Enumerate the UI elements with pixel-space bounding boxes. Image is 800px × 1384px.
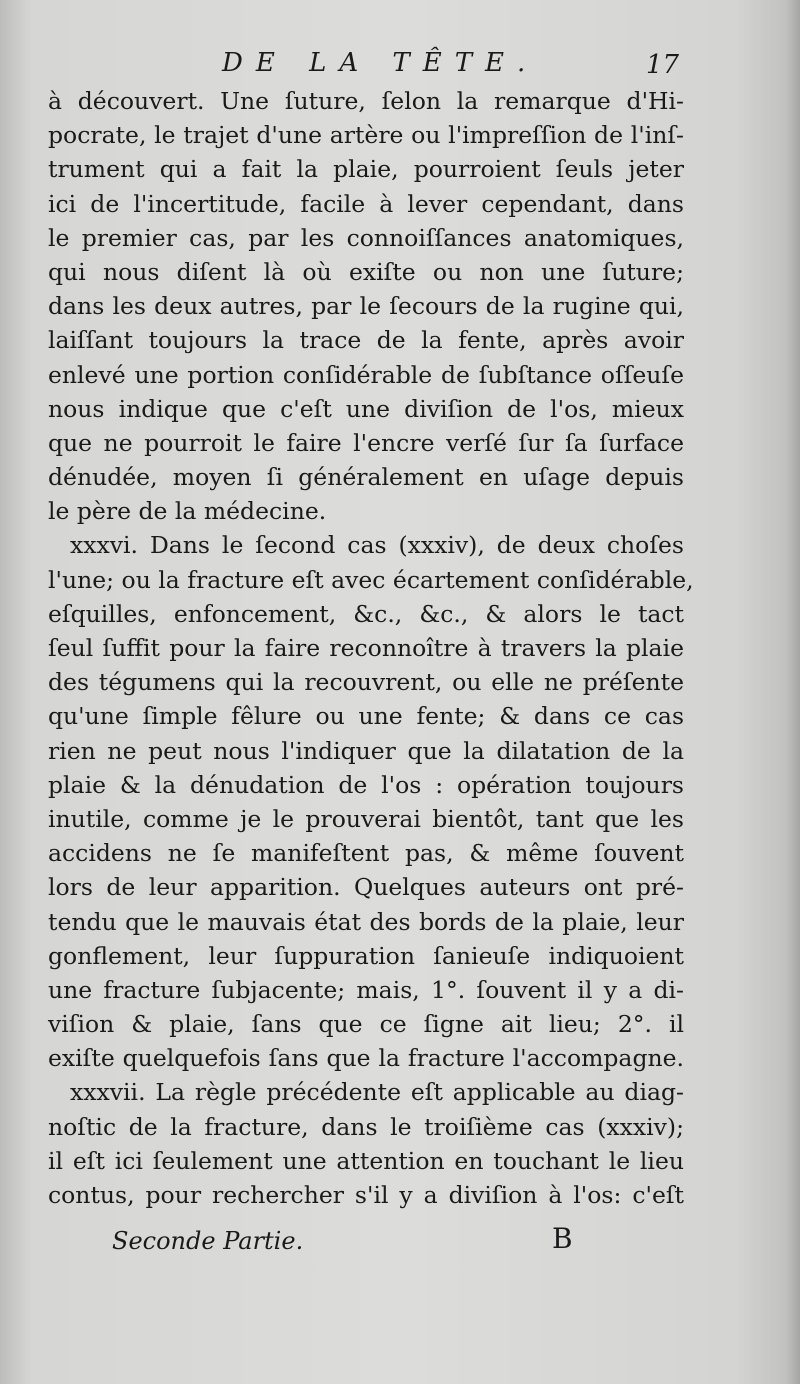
text-line: le premier cas, par les connoiſſances anatomiques,: [48, 223, 684, 252]
section-xxxvii-start: xxxvii. La règle précédente eſt applicable au diag-: [70, 1078, 684, 1107]
section-xxxvi-start: xxxvi. Dans le ſecond cas (xxxiv), de deux choſes: [70, 531, 684, 560]
signature-mark: B: [552, 1222, 573, 1255]
text-line: trument qui a fait la plaie, pourroient ſeuls jeter: [48, 155, 684, 184]
text-line: exiſte quelquefois ſans que la fracture l'accompagne.: [48, 1044, 684, 1073]
page-number: 17: [646, 50, 680, 80]
text-line: une fracture ſubjacente; mais, 1°. ſouvent il y a di-: [48, 975, 684, 1004]
text-line: à découvert. Une ſuture, ſelon la remarque d'Hi-: [48, 87, 684, 115]
text-line: inutile, comme je le prouverai bientôt, tant que les: [48, 804, 684, 833]
text-line: viſion & plaie, ſans que ce ſigne ait lieu; 2°. il: [48, 1010, 684, 1039]
text-line: accidens ne ſe manifeſtent pas, & même ſouvent: [48, 839, 684, 868]
text-line: pocrate, le trajet d'une artère ou l'impreſſion de l'inſ-: [48, 121, 684, 150]
running-head: DE LA TÊTE.: [222, 48, 539, 78]
text-line: ſeul ſuffit pour la faire reconnoître à travers la plaie: [48, 634, 684, 662]
text-line: lors de leur apparition. Quelques auteurs ont pré-: [48, 873, 684, 902]
text-line: gonflement, leur ſuppuration ſanieuſe indiquoient: [48, 941, 684, 970]
text-line: nous indique que c'eſt une diviſion de l'os, mieux: [48, 394, 684, 423]
footer-signature: Seconde Partie.: [112, 1227, 304, 1255]
text-line: rien ne peut nous l'indiquer que la dilatation de la: [48, 736, 684, 765]
text-line: ici de l'incertitude, facile à lever cependant, dans: [48, 189, 684, 218]
text-line: que ne pourroit le faire l'encre verſé ſur ſa ſurface: [48, 428, 684, 457]
text-line: contus, pour rechercher s'il y a diviſion à l'os: c'eſt: [48, 1181, 684, 1209]
text-line: dénudée, moyen ſi généralement en uſage depuis: [48, 463, 684, 492]
text-line: l'une; ou la fracture eſt avec écartement conſidérable,: [48, 565, 694, 594]
text-line: laiſſant toujours la trace de la fente, après avoir: [48, 326, 684, 355]
text-line: plaie & la dénudation de l'os : opération toujours: [48, 770, 684, 799]
text-line: il eſt ici ſeulement une attention en touchant le lieu: [48, 1146, 684, 1175]
body-text: [48, 84, 694, 1212]
text-line: enlevé une portion conſidérable de ſubſtance oſſeuſe: [48, 360, 684, 389]
text-line: le père de la médecine.: [48, 497, 327, 526]
text-line: des tégumens qui la recouvrent, ou elle ne préſente: [48, 668, 684, 697]
page-edge-shadow: [786, 0, 800, 1384]
text-line: dans les deux autres, par le ſecours de la rugine qui,: [48, 292, 684, 321]
text-line: tendu que le mauvais état des bords de la plaie, leur: [48, 907, 684, 936]
text-line: qui nous diſent là où exiſte ou non une ſuture;: [48, 257, 684, 286]
text-line: noſtic de la fracture, dans le troiſième cas (xxxiv);: [48, 1112, 684, 1141]
text-line: eſquilles, enfoncement, &c., &c., & alors le tact: [48, 599, 684, 628]
text-line: qu'une ſimple fêlure ou une fente; & dans ce cas: [48, 702, 684, 731]
